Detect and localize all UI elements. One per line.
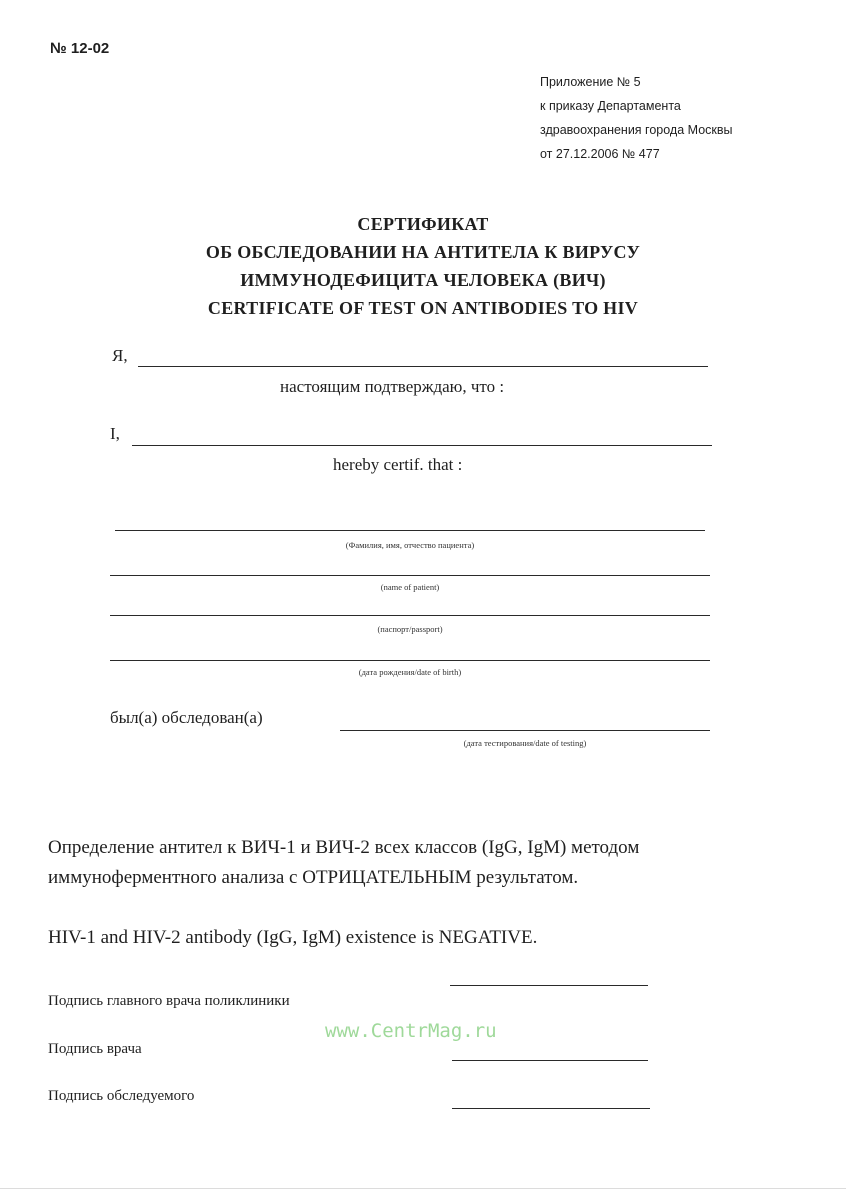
patient-signature-label: Подпись обследуемого <box>48 1088 195 1104</box>
annex-line-2: к приказу Департамента <box>540 99 681 113</box>
test-date-field[interactable] <box>340 730 710 731</box>
birth-date-field[interactable] <box>110 660 710 661</box>
annex-line-4: от 27.12.2006 № 477 <box>540 147 660 161</box>
test-date-caption: (дата тестирования/date of testing) <box>463 738 587 748</box>
declaration-ru-prefix: Я, <box>112 346 128 365</box>
declarant-name-ru-field[interactable] <box>138 366 708 367</box>
annex-line-3: здравоохранения города Москвы <box>540 123 733 137</box>
result-statement-ru-line-2: иммуноферментного анализа с ОТРИЦАТЕЛЬНЫМ результатом. <box>48 867 579 888</box>
declaration-en-prefix: I, <box>110 424 120 443</box>
patient-signature-field[interactable] <box>452 1108 650 1109</box>
title-line-1: СЕРТИФИКАТ <box>357 214 489 234</box>
birth-date-caption: (дата рождения/date of birth) <box>358 667 462 677</box>
chief-doctor-signature-field[interactable] <box>450 985 648 986</box>
patient-name-en-caption: (name of patient) <box>380 582 440 592</box>
form-number: № 12-02 <box>50 40 110 57</box>
title-line-4: CERTIFICATE OF TEST ON ANTIBODIES TO HIV <box>207 298 639 318</box>
title-line-2: ОБ ОБСЛЕДОВАНИИ НА АНТИТЕЛА К ВИРУСУ <box>205 242 641 262</box>
doctor-signature-label: Подпись врача <box>48 1041 142 1057</box>
result-statement-ru-line-1: Определение антител к ВИЧ-1 и ВИЧ-2 всех классов (IgG, IgM) методом <box>48 837 640 858</box>
result-statement-en: HIV-1 and HIV-2 antibody (IgG, IgM) existence is NEGATIVE. <box>48 927 538 948</box>
result-statement-ru <box>48 833 808 893</box>
page-bottom-edge <box>0 1188 846 1189</box>
annex-reference <box>540 70 733 166</box>
watermark: www.CentrMag.ru <box>325 1020 497 1042</box>
passport-field[interactable] <box>110 615 710 616</box>
patient-name-en-field[interactable] <box>110 575 710 576</box>
declaration-ru-confirm: настоящим подтверждаю, что : <box>280 377 505 396</box>
doctor-signature-field[interactable] <box>452 1060 648 1061</box>
patient-name-ru-caption: (Фамилия, имя, отчество пациента) <box>345 540 475 550</box>
annex-line-1: Приложение № 5 <box>540 75 641 89</box>
chief-doctor-signature-label: Подпись главного врача поликлиники <box>48 993 290 1009</box>
declaration-en-confirm: hereby certif. that : <box>333 455 463 474</box>
passport-caption: (паспорт/passport) <box>377 624 443 634</box>
certificate-title <box>0 210 846 322</box>
title-line-3: ИММУНОДЕФИЦИТА ЧЕЛОВЕКА (ВИЧ) <box>240 270 606 290</box>
declarant-name-en-field[interactable] <box>132 445 712 446</box>
examined-label: был(а) обследован(а) <box>110 708 263 727</box>
patient-name-ru-field[interactable] <box>115 530 705 531</box>
